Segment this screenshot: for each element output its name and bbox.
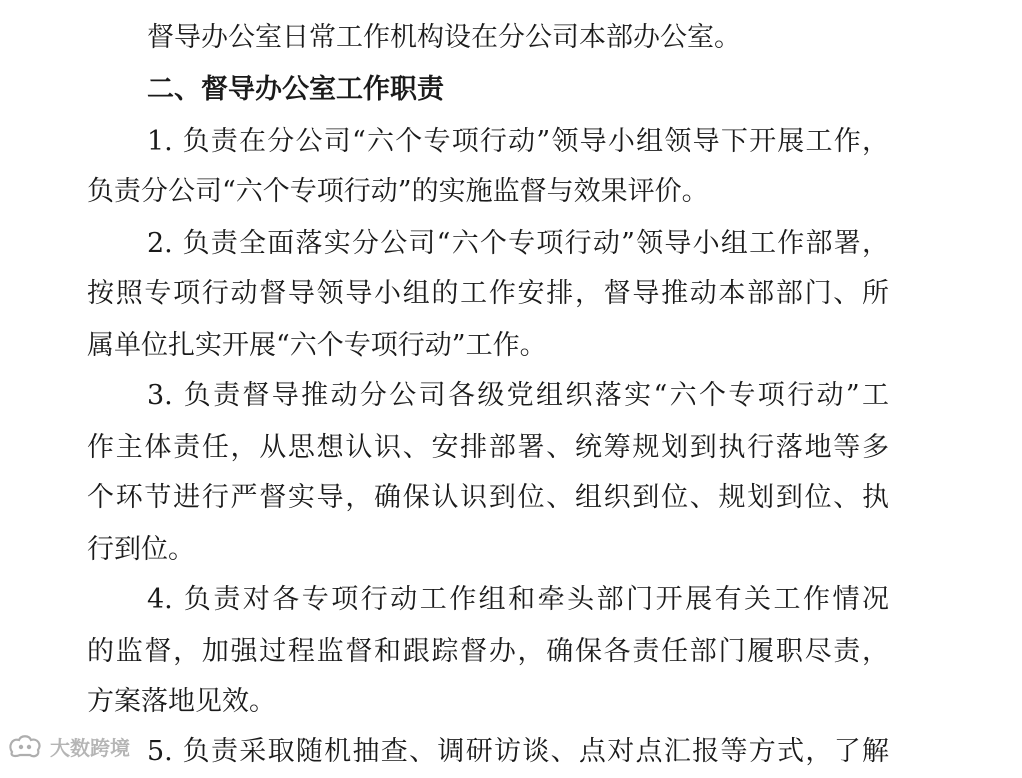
brand-logo-icon [6,732,46,760]
watermark [6,728,130,764]
paragraph-line: 2. 负责全面落实分公司“六个专项行动”领导小组工作部署， [147,228,889,259]
paragraph-line: 作主体责任，从思想认识、安排部署、统筹规划到执行落地等多 [87,432,889,463]
paragraph-line: 5. 负责采取随机抽查、调研访谈、点对点汇报等方式，了解 [147,736,889,767]
paragraph-line: 4. 负责对各专项行动工作组和牵头部门开展有关工作情况 [147,584,889,615]
paragraph-line: 负责分公司“六个专项行动”的实施监督与效果评价。 [87,176,709,207]
paragraph-line: 1. 负责在分公司“六个专项行动”领导小组领导下开展工作， [147,126,889,157]
paragraph-line: 3. 负责督导推动分公司各级党组织落实“六个专项行动”工 [147,380,889,411]
paragraph-line: 属单位扎实开展“六个专项行动”工作。 [87,330,547,361]
paragraph-line: 行到位。 [87,534,195,565]
paragraph-line: 的监督，加强过程监督和跟踪督办，确保各责任部门履职尽责， [87,636,889,667]
paragraph-line: 督导办公室日常工作机构设在分公司本部办公室。 [147,22,741,53]
paragraph-line: 方案落地见效。 [87,686,276,717]
paragraph-line: 个环节进行严督实导，确保认识到位、组织到位、规划到位、执 [87,482,889,513]
section-heading: 二、督导办公室工作职责 [147,74,444,105]
paragraph-line: 按照专项行动督导领导小组的工作安排，督导推动本部部门、所 [87,278,889,309]
watermark-text: 大数跨境 [50,735,130,760]
